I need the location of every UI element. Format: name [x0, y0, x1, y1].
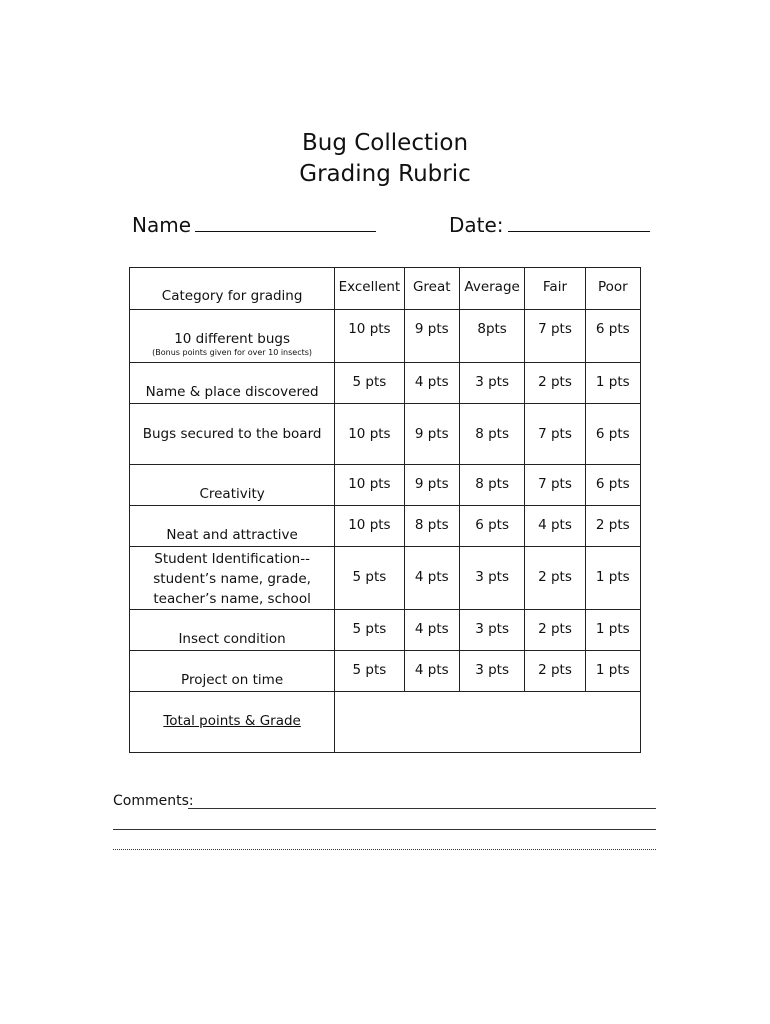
- header-excellent: Excellent: [335, 268, 404, 310]
- date-blank-line[interactable]: [508, 209, 650, 232]
- points-cell: 3 pts: [459, 363, 524, 404]
- points-cell: 1 pts: [585, 363, 640, 404]
- category-note: (Bonus points given for over 10 insects): [152, 348, 313, 357]
- points-cell: 4 pts: [525, 506, 585, 547]
- category-cell: Creativity: [130, 465, 335, 506]
- comments-label: Comments:: [113, 793, 194, 809]
- points-cell: 5 pts: [335, 363, 404, 404]
- points-cell: 8 pts: [404, 506, 459, 547]
- title-line-2: Grading Rubric: [299, 161, 471, 187]
- points-cell: 4 pts: [404, 363, 459, 404]
- points-cell: 2 pts: [525, 651, 585, 692]
- points-cell: 3 pts: [459, 651, 524, 692]
- comments-line[interactable]: [113, 849, 656, 850]
- table-row: [130, 363, 641, 404]
- comments-line[interactable]: [113, 829, 656, 830]
- points-cell: 3 pts: [459, 610, 524, 651]
- category-label: Student Identification--: [154, 551, 310, 567]
- name-label: Name: [132, 213, 192, 237]
- header-average: Average: [459, 268, 524, 310]
- category-cell: Bugs secured to the board: [130, 404, 335, 465]
- points-cell: 9 pts: [404, 404, 459, 465]
- table-row: [130, 651, 641, 692]
- category-cell: [130, 547, 335, 610]
- header-poor: Poor: [585, 268, 640, 310]
- points-cell: 4 pts: [404, 610, 459, 651]
- category-cell: Name & place discovered: [130, 363, 335, 404]
- points-cell: 1 pts: [585, 610, 640, 651]
- table-row: [130, 465, 641, 506]
- points-cell: 7 pts: [525, 310, 585, 363]
- rubric-table: [129, 267, 641, 753]
- points-cell: 9 pts: [404, 310, 459, 363]
- total-entry-cell[interactable]: [335, 692, 641, 753]
- points-cell: 3 pts: [459, 547, 524, 610]
- points-cell: 6 pts: [585, 310, 640, 363]
- points-cell: 8pts: [459, 310, 524, 363]
- category-cell: Insect condition: [130, 610, 335, 651]
- points-cell: 2 pts: [525, 363, 585, 404]
- points-cell: 10 pts: [335, 506, 404, 547]
- total-label-cell: [130, 692, 335, 753]
- total-label: Total points & Grade: [163, 713, 301, 729]
- points-cell: 2 pts: [585, 506, 640, 547]
- points-cell: 2 pts: [525, 610, 585, 651]
- table-row: [130, 547, 641, 610]
- points-cell: 8 pts: [459, 465, 524, 506]
- table-row: [130, 404, 641, 465]
- date-label: Date:: [449, 213, 504, 237]
- total-row: [130, 692, 641, 753]
- points-cell: 5 pts: [335, 651, 404, 692]
- points-cell: 10 pts: [335, 465, 404, 506]
- category-cell: Neat and attractive: [130, 506, 335, 547]
- category-cell: Project on time: [130, 651, 335, 692]
- table-row: [130, 610, 641, 651]
- points-cell: 7 pts: [525, 404, 585, 465]
- header-fair: Fair: [525, 268, 585, 310]
- points-cell: 5 pts: [335, 610, 404, 651]
- category-label-line-2: student’s name, grade,: [153, 571, 311, 587]
- points-cell: 1 pts: [585, 547, 640, 610]
- category-label-line-3: teacher’s name, school: [153, 591, 311, 607]
- points-cell: 8 pts: [459, 404, 524, 465]
- points-cell: 6 pts: [585, 465, 640, 506]
- points-cell: 6 pts: [459, 506, 524, 547]
- header-row: [130, 268, 641, 310]
- category-cell: [130, 310, 335, 363]
- points-cell: 5 pts: [335, 547, 404, 610]
- points-cell: 2 pts: [525, 547, 585, 610]
- header-category: Category for grading: [130, 268, 335, 310]
- category-label: 10 different bugs: [174, 331, 291, 347]
- title-line-1: Bug Collection: [301, 130, 469, 156]
- points-cell: 4 pts: [404, 651, 459, 692]
- table-row: [130, 506, 641, 547]
- points-cell: 4 pts: [404, 547, 459, 610]
- name-field[interactable]: [132, 209, 376, 239]
- points-cell: 10 pts: [335, 310, 404, 363]
- header-great: Great: [404, 268, 459, 310]
- name-blank-line[interactable]: [195, 209, 376, 232]
- date-field[interactable]: [449, 209, 650, 239]
- points-cell: 7 pts: [525, 465, 585, 506]
- points-cell: 9 pts: [404, 465, 459, 506]
- comments-line[interactable]: [188, 808, 656, 809]
- points-cell: 6 pts: [585, 404, 640, 465]
- table-row: [130, 310, 641, 363]
- points-cell: 10 pts: [335, 404, 404, 465]
- points-cell: 1 pts: [585, 651, 640, 692]
